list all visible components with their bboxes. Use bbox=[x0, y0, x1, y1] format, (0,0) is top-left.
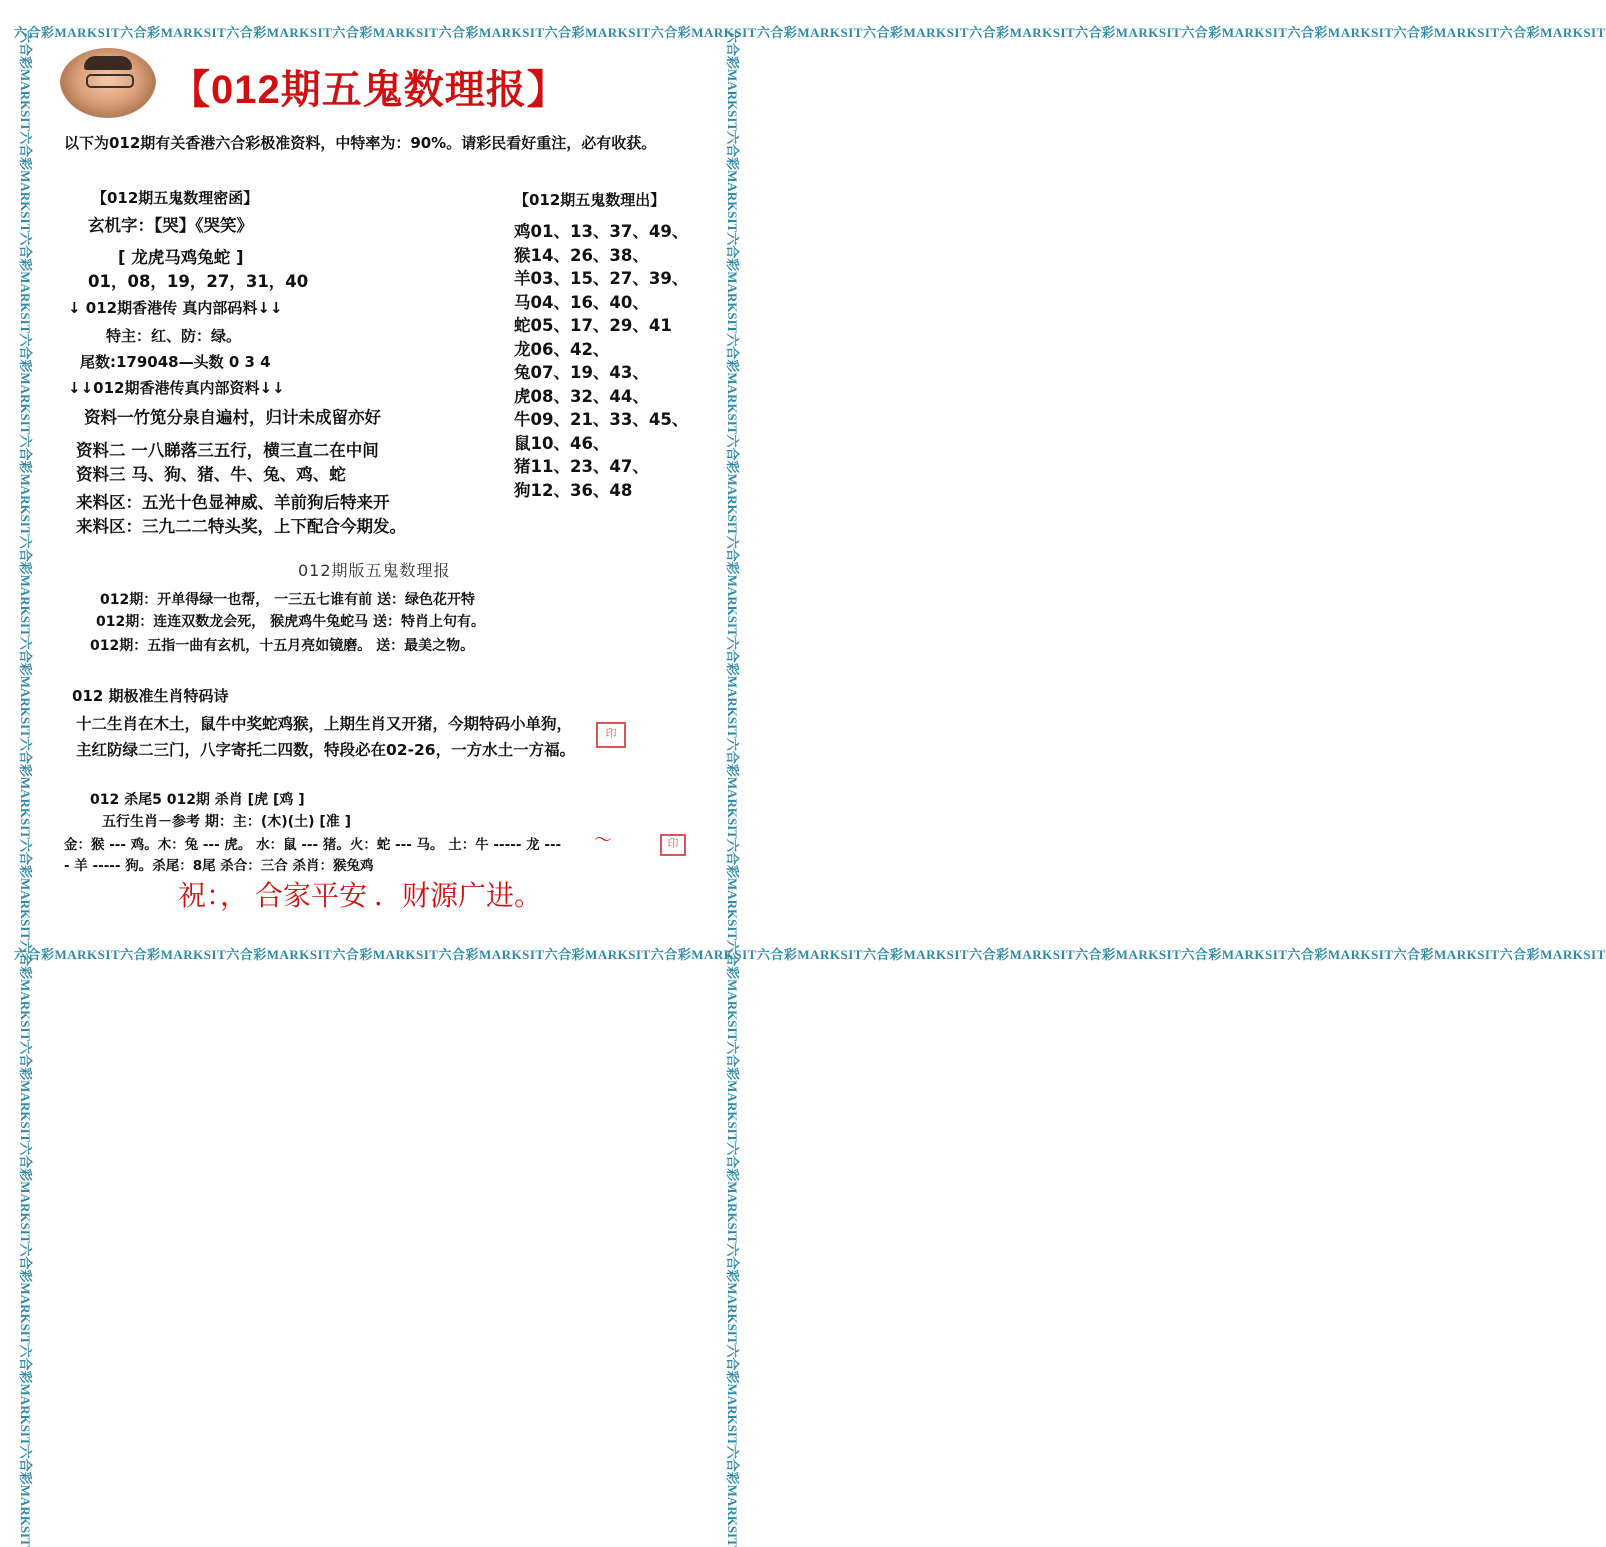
result-row: 猪11、23、47、 bbox=[514, 457, 649, 476]
border-top: 六合彩MARKSIT六合彩MARKSIT六合彩MARKSIT六合彩MARKSIT六合彩MARKSIT六合彩MARKSIT六合彩MARKSIT六合彩MARKSIT六合彩MARKSIT六合彩MARKSIT六合彩MARKSIT六合彩MARKSIT六合彩MARKSIT六合彩MARKSIT六合彩MARKSIT bbox=[14, 25, 1606, 40]
bottom-line-4: - 羊 ----- 狗。杀尾：8尾 杀合：三合 杀肖：猴兔鸡 bbox=[64, 858, 374, 874]
source-line-1: 来料区：五光十色显神威、羊前狗后特来开 bbox=[76, 493, 390, 512]
intro-text: 以下为012期有关香港六合彩极准资料，中特率为：90%。请彩民看好重注，必有收获。 bbox=[64, 134, 657, 152]
secret-heading: 【012期五鬼数理密函】 bbox=[92, 189, 259, 207]
bottom-line-3: 金：猴 --- 鸡。木：兔 --- 虎。 水：鼠 --- 猪。火：蛇 --- 马。 土：牛 ----- 龙 --- bbox=[64, 837, 562, 853]
xuanji-line: 玄机字：【哭】《哭笑》 bbox=[88, 216, 253, 235]
middle-line-1: 012期：开单得绿一也帮， 一三五七谁有前 送：绿色花开特 bbox=[100, 592, 475, 608]
result-row: 鸡01、13、37、49、 bbox=[514, 222, 689, 241]
hk-heading-2: ↓↓012期香港传真内部资料↓↓ bbox=[68, 379, 285, 397]
poem-line-1: 十二生肖在木土，鼠牛中奖蛇鸡猴，上期生肖又开猪，今期特码小单狗， bbox=[76, 715, 573, 733]
special-line: 特主：红、防：绿。 bbox=[106, 327, 242, 345]
tail-line: 尾数:179048—头数 0 3 4 bbox=[80, 353, 271, 371]
red-stamp-2: 印 bbox=[660, 834, 686, 856]
zodiac-group: [ 龙虎马鸡兔蛇 ] bbox=[118, 248, 244, 267]
result-row: 蛇05、17、29、41 bbox=[514, 316, 672, 335]
border-bottom: 六合彩MARKSIT六合彩MARKSIT六合彩MARKSIT六合彩MARKSIT六合彩MARKSIT六合彩MARKSIT六合彩MARKSIT六合彩MARKSIT六合彩MARKSIT六合彩MARKSIT六合彩MARKSIT六合彩MARKSIT六合彩MARKSIT六合彩MARKSIT六合彩MARKSIT bbox=[14, 947, 1606, 962]
info-line-1: 资料一竹笕分泉自遍村，归计未成留亦好 bbox=[84, 408, 381, 427]
red-mark-1: 〜 bbox=[594, 830, 612, 851]
bottom-line-1: 012 杀尾5 012期 杀肖 [虎 [鸡 ] bbox=[90, 792, 305, 808]
result-row: 虎08、32、44、 bbox=[514, 386, 649, 406]
result-row: 马04、16、40、 bbox=[514, 292, 649, 312]
info-line-2: 资料二 一八睇落三五行，横三直二在中间 bbox=[76, 441, 379, 460]
poem-heading: 012 期极准生肖特码诗 bbox=[72, 687, 229, 705]
result-row: 羊03、15、27、39、 bbox=[514, 269, 689, 288]
portrait-photo bbox=[60, 48, 156, 118]
section-subtitle: 012期版五鬼数理报 bbox=[298, 561, 451, 580]
blessing-text: 祝：， 合家平安 ．财源广进。 bbox=[178, 881, 543, 912]
middle-line-3: 012期：五指一曲有玄机，十五月亮如镜磨。 送：最美之物。 bbox=[90, 638, 475, 654]
bottom-line-2: 五行生肖－参考 期：主：(木)(土) [准 ] bbox=[102, 814, 352, 830]
hk-heading-1: ↓ 012期香港传 真内部码料↓↓ bbox=[68, 299, 283, 317]
result-list bbox=[514, 220, 688, 502]
page-title: 【012期五鬼数理报】 bbox=[170, 68, 568, 112]
border-left-text: 六合彩MARKSIT六合彩MARKSIT六合彩MARKSIT六合彩MARKSIT六合彩MARKSIT六合彩MARKSIT六合彩MARKSIT六合彩MARKSIT六合彩MARKSIT六合彩MARKSIT六合彩MARKSIT六合彩MARKSIT六合彩MARKSIT六合彩MARKSIT六合彩MARKSIT bbox=[18, 30, 33, 1547]
result-row: 龙06、42、 bbox=[514, 339, 610, 359]
result-row: 牛09、21、33、45、 bbox=[514, 410, 689, 429]
result-row: 鼠10、46、 bbox=[514, 433, 610, 453]
portrait-hair bbox=[84, 56, 132, 70]
middle-line-2: 012期：连连双数龙会死， 猴虎鸡牛兔蛇马 送：特肖上句有。 bbox=[96, 614, 485, 630]
source-line-2: 来料区：三九二二特头奖，上下配合今期发。 bbox=[76, 517, 406, 536]
border-left bbox=[14, 30, 36, 1547]
poem-line-2: 主红防绿二三门，八字寄托二四数，特段必在02-26，一方水土一方福。 bbox=[76, 741, 576, 759]
numbers-line: 01，08，19，27，31，40 bbox=[88, 272, 309, 291]
info-line-3: 资料三 马、狗、猪、牛、兔、鸡、蛇 bbox=[76, 465, 346, 484]
result-row: 猴14、26、38、 bbox=[514, 245, 649, 265]
result-heading: 【012期五鬼数理出】 bbox=[514, 191, 666, 209]
border-right bbox=[721, 30, 743, 1547]
result-row: 狗12、36、48 bbox=[514, 480, 633, 500]
border-right-text: 六合彩MARKSIT六合彩MARKSIT六合彩MARKSIT六合彩MARKSIT六合彩MARKSIT六合彩MARKSIT六合彩MARKSIT六合彩MARKSIT六合彩MARKSIT六合彩MARKSIT六合彩MARKSIT六合彩MARKSIT六合彩MARKSIT六合彩MARKSIT六合彩MARKSIT bbox=[725, 30, 740, 1547]
result-row: 兔07、19、43、 bbox=[514, 363, 649, 382]
red-stamp: 印 bbox=[596, 722, 626, 748]
portrait-glasses bbox=[86, 74, 134, 88]
